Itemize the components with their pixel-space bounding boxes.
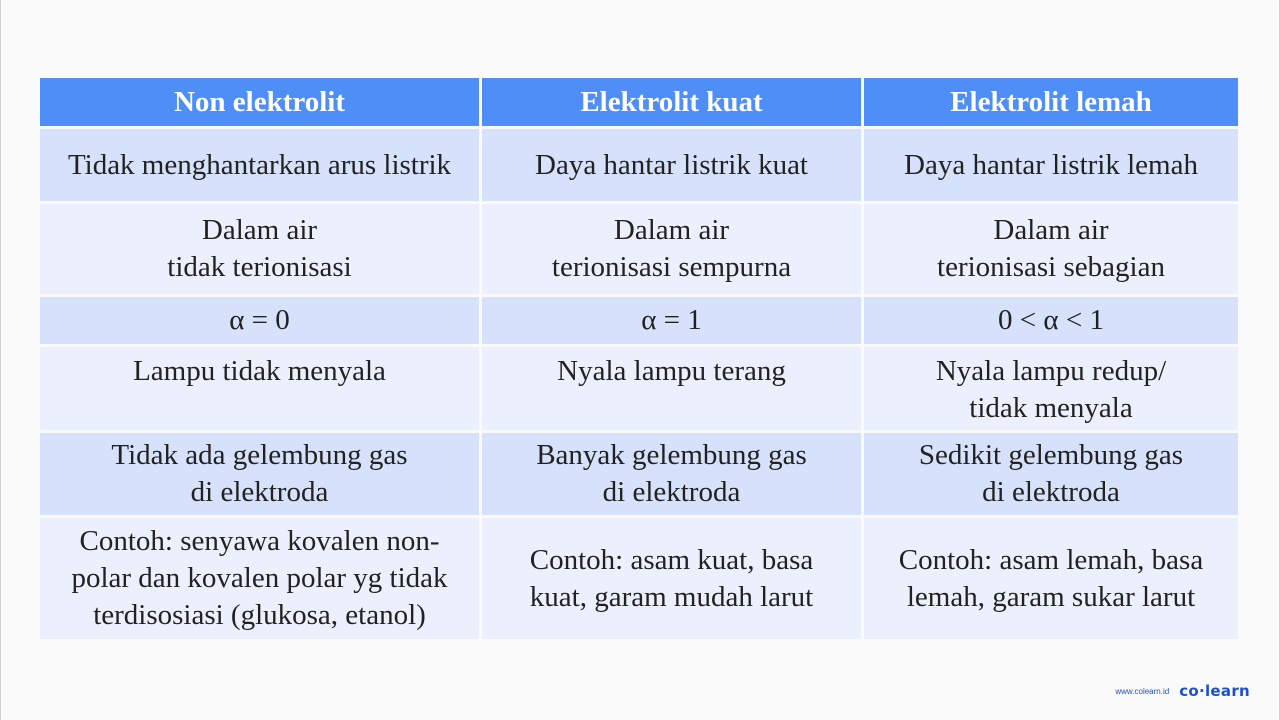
table-row-conductivity <box>40 129 1238 201</box>
table-cell: α = 1 <box>482 297 861 344</box>
colearn-logo <box>1115 682 1250 700</box>
table-cell: Dalam air tidak terionisasi <box>40 204 479 294</box>
logo-url: www.colearn.id <box>1115 686 1170 696</box>
table-cell: Tidak menghantarkan arus listrik <box>40 129 479 201</box>
table-row-examples <box>40 518 1238 639</box>
header-non-elektrolit: Non elektrolit <box>40 78 479 126</box>
header-elektrolit-kuat: Elektrolit kuat <box>482 78 861 126</box>
table-row-lamp <box>40 347 1238 430</box>
table-cell: Daya hantar listrik kuat <box>482 129 861 201</box>
electrolyte-comparison-table <box>37 75 1241 642</box>
table-cell: Contoh: asam lemah, basa lemah, garam sukar larut <box>864 518 1238 639</box>
table-cell: α = 0 <box>40 297 479 344</box>
header-elektrolit-lemah: Elektrolit lemah <box>864 78 1238 126</box>
table-header-row <box>40 78 1238 126</box>
table-cell: Contoh: senyawa kovalen non- polar dan kovalen polar yg tidak terdisosiasi (glukosa, etanol) <box>40 518 479 639</box>
table-cell: Dalam air terionisasi sebagian <box>864 204 1238 294</box>
table-cell: Nyala lampu redup/ tidak menyala <box>864 347 1238 430</box>
table-cell: Sedikit gelembung gas di elektroda <box>864 433 1238 515</box>
table-cell: Nyala lampu terang <box>482 347 861 430</box>
table-cell: Daya hantar listrik lemah <box>864 129 1238 201</box>
table-cell: Banyak gelembung gas di elektroda <box>482 433 861 515</box>
table-cell: Lampu tidak menyala <box>40 347 479 430</box>
table-cell: Dalam air terionisasi sempurna <box>482 204 861 294</box>
table-row-ionization <box>40 204 1238 294</box>
table-cell: Contoh: asam kuat, basa kuat, garam mudah larut <box>482 518 861 639</box>
table-row-gas-bubbles <box>40 433 1238 515</box>
table-cell: Tidak ada gelembung gas di elektroda <box>40 433 479 515</box>
table-row-alpha <box>40 297 1238 344</box>
table-cell: 0 < α < 1 <box>864 297 1238 344</box>
logo-brand: co·learn <box>1179 682 1250 700</box>
